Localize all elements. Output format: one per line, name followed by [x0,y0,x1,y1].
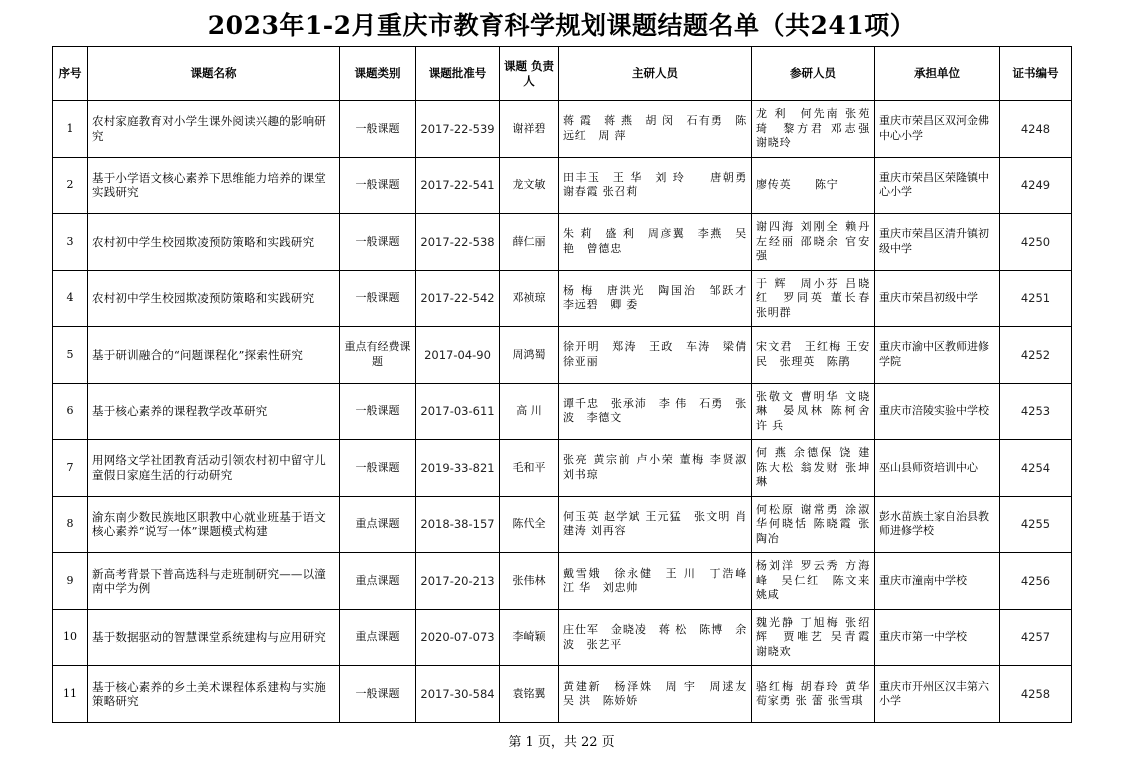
project-type-cell: 一般课题 [340,214,416,271]
participants-cell: 龙 利 何先南 张苑琦 黎方君 邓志强 谢晓玲 [752,101,875,158]
header-cell: 课题 负责人 [500,47,559,101]
main-researchers-cell: 何玉英 赵学斌 王元猛 张文明 肖建涛 刘再容 [559,496,752,553]
project-name-cell: 用网络文学社团教育活动引领农村初中留守儿童假日家庭生活的行动研究 [88,440,340,497]
approval-number-cell: 2017-03-611 [416,383,500,440]
project-name-cell: 农村家庭教育对小学生课外阅读兴趣的影响研究 [88,101,340,158]
participants-cell: 杨刘洋 罗云秀 方海峰 吴仁红 陈文来 姚咸 [752,553,875,610]
certificate-number-cell: 4258 [1000,666,1072,723]
table-row [53,101,1072,158]
header-cell: 承担单位 [875,47,1000,101]
leader-cell: 陈代全 [500,496,559,553]
main-researchers-cell: 徐开明 郑涛 王政 车涛 梁倩 徐亚丽 [559,327,752,384]
row-number-cell: 5 [53,327,88,384]
approval-number-cell: 2017-22-542 [416,270,500,327]
main-researchers-cell: 田丰玉 王 华 刘 玲 唐朝勇 谢春霞 张召莉 [559,157,752,214]
leader-cell: 高 川 [500,383,559,440]
approval-number-cell: 2017-22-541 [416,157,500,214]
leader-cell: 周鸿蜀 [500,327,559,384]
project-name-cell: 基于研训融合的“问题课程化”探索性研究 [88,327,340,384]
project-name-cell: 基于小学语文核心素养下思维能力培养的课堂实践研究 [88,157,340,214]
participants-cell: 何 燕 余德保 饶 建 陈大松 翁发财 张坤琳 [752,440,875,497]
certificate-number-cell: 4253 [1000,383,1072,440]
table-row [53,553,1072,610]
participants-cell: 宋文君 王红梅 王安民 张理英 陈鹃 [752,327,875,384]
unit-cell: 重庆市潼南中学校 [875,553,1000,610]
project-name-cell: 农村初中学生校园欺凌预防策略和实践研究 [88,270,340,327]
unit-cell: 重庆市荣昌区双河金佛中心小学 [875,101,1000,158]
header-cell: 序号 [53,47,88,101]
participants-cell: 骆红梅 胡春玲 黄华 荀家勇 张 蕾 张雪琪 [752,666,875,723]
table-row [53,383,1072,440]
leader-cell: 袁铭翼 [500,666,559,723]
unit-cell: 重庆市渝中区教师进修学院 [875,327,1000,384]
project-name-cell: 基于核心素养的乡土美术课程体系建构与实施策略研究 [88,666,340,723]
project-name-cell: 基于核心素养的课程教学改革研究 [88,383,340,440]
row-number-cell: 6 [53,383,88,440]
project-type-cell: 一般课题 [340,383,416,440]
header-cell: 课题批准号 [416,47,500,101]
unit-cell: 重庆市荣昌区清升镇初级中学 [875,214,1000,271]
approval-number-cell: 2017-20-213 [416,553,500,610]
table-row [53,496,1072,553]
participants-cell: 张敬文 曹明华 文晓琳 晏凤林 陈柯舍 许 兵 [752,383,875,440]
certificate-number-cell: 4251 [1000,270,1072,327]
main-researchers-cell: 蒋 霞 蒋 燕 胡 闵 石有勇 陈远红 周 萍 [559,101,752,158]
approval-number-cell: 2017-04-90 [416,327,500,384]
participants-cell: 廖传英 陈宁 [752,157,875,214]
row-number-cell: 2 [53,157,88,214]
project-name-cell: 新高考背景下普高选科与走班制研究——以潼南中学为例 [88,553,340,610]
project-name-cell: 基于数据驱动的智慧课堂系统建构与应用研究 [88,609,340,666]
leader-cell: 龙文敏 [500,157,559,214]
certificate-number-cell: 4256 [1000,553,1072,610]
row-number-cell: 4 [53,270,88,327]
main-researchers-cell: 戴雪娥 徐永健 王 川 丁浩峰 江 华 刘忠帅 [559,553,752,610]
certificate-number-cell: 4257 [1000,609,1072,666]
main-researchers-cell: 朱 莉 盛 利 周彦翼 李燕 吴 艳 曾德忠 [559,214,752,271]
unit-cell: 重庆市开州区汉丰第六小学 [875,666,1000,723]
header-row [53,47,1072,101]
approval-number-cell: 2017-22-539 [416,101,500,158]
leader-cell: 李崎颖 [500,609,559,666]
project-type-cell: 一般课题 [340,270,416,327]
certificate-number-cell: 4254 [1000,440,1072,497]
project-type-cell: 一般课题 [340,666,416,723]
header-cell: 课题名称 [88,47,340,101]
unit-cell: 重庆市涪陵实验中学校 [875,383,1000,440]
main-researchers-cell: 黄建新 杨泽姝 周 宇 周逑友 吴 洪 陈娇娇 [559,666,752,723]
main-researchers-cell: 谭千忠 张承沛 李 伟 石勇 张 波 李德文 [559,383,752,440]
header-cell: 证书编号 [1000,47,1072,101]
unit-cell: 巫山县师资培训中心 [875,440,1000,497]
project-type-cell: 重点课题 [340,496,416,553]
row-number-cell: 7 [53,440,88,497]
certificate-number-cell: 4255 [1000,496,1072,553]
table-row [53,327,1072,384]
table-row [53,214,1072,271]
leader-cell: 张伟林 [500,553,559,610]
project-type-cell: 一般课题 [340,440,416,497]
certificate-number-cell: 4250 [1000,214,1072,271]
header-cell: 课题类别 [340,47,416,101]
unit-cell: 重庆市荣昌区荣隆镇中心小学 [875,157,1000,214]
page-footer: 第 1 页，共 22 页 [508,735,615,750]
approval-number-cell: 2020-07-073 [416,609,500,666]
main-researchers-cell: 杨 梅 唐洪光 陶国治 邹跃才 李远碧 卿 委 [559,270,752,327]
project-type-cell: 重点课题 [340,553,416,610]
row-number-cell: 8 [53,496,88,553]
approval-number-cell: 2017-22-538 [416,214,500,271]
project-name-cell: 渝东南少数民族地区职教中心就业班基于语文核心素养“说写一体”课题模式构建 [88,496,340,553]
header-cell: 参研人员 [752,47,875,101]
project-type-cell: 一般课题 [340,157,416,214]
project-type-cell: 重点课题 [340,609,416,666]
table-row [53,666,1072,723]
project-type-cell: 重点有经费课题 [340,327,416,384]
unit-cell: 重庆市荣昌初级中学 [875,270,1000,327]
row-number-cell: 10 [53,609,88,666]
leader-cell: 邓祯琼 [500,270,559,327]
participants-cell: 谢四海 刘刚全 赖丹 左经丽 邵晓余 官安强 [752,214,875,271]
table-row [53,157,1072,214]
unit-cell: 重庆市第一中学校 [875,609,1000,666]
participants-cell: 于 辉 周小芬 吕晓红 罗同英 董长春 张明群 [752,270,875,327]
participants-cell: 魏光静 丁旭梅 张绍辉 贾唯艺 吴青霞 谢晓欢 [752,609,875,666]
project-type-cell: 一般课题 [340,101,416,158]
certificate-number-cell: 4249 [1000,157,1072,214]
row-number-cell: 11 [53,666,88,723]
main-researchers-cell: 张亮 黄宗前 卢小荣 董梅 李贤淑 刘书琼 [559,440,752,497]
row-number-cell: 3 [53,214,88,271]
project-table [52,46,1072,723]
project-name-cell: 农村初中学生校园欺凌预防策略和实践研究 [88,214,340,271]
table-row [53,270,1072,327]
main-researchers-cell: 庄仕军 金晓凌 蒋 松 陈博 余 波 张艺平 [559,609,752,666]
page-title: 2023年1-2月重庆市教育科学规划课题结题名单（共241项） [207,11,916,40]
approval-number-cell: 2017-30-584 [416,666,500,723]
approval-number-cell: 2018-38-157 [416,496,500,553]
approval-number-cell: 2019-33-821 [416,440,500,497]
participants-cell: 何松原 谢常勇 涂淑华何晓恬 陈晓霞 张陶冶 [752,496,875,553]
certificate-number-cell: 4252 [1000,327,1072,384]
certificate-number-cell: 4248 [1000,101,1072,158]
table-row [53,440,1072,497]
leader-cell: 毛和平 [500,440,559,497]
leader-cell: 薛仁丽 [500,214,559,271]
leader-cell: 谢祥碧 [500,101,559,158]
row-number-cell: 9 [53,553,88,610]
row-number-cell: 1 [53,101,88,158]
unit-cell: 彭水苗族土家自治县教师进修学校 [875,496,1000,553]
header-cell: 主研人员 [559,47,752,101]
table-row [53,609,1072,666]
